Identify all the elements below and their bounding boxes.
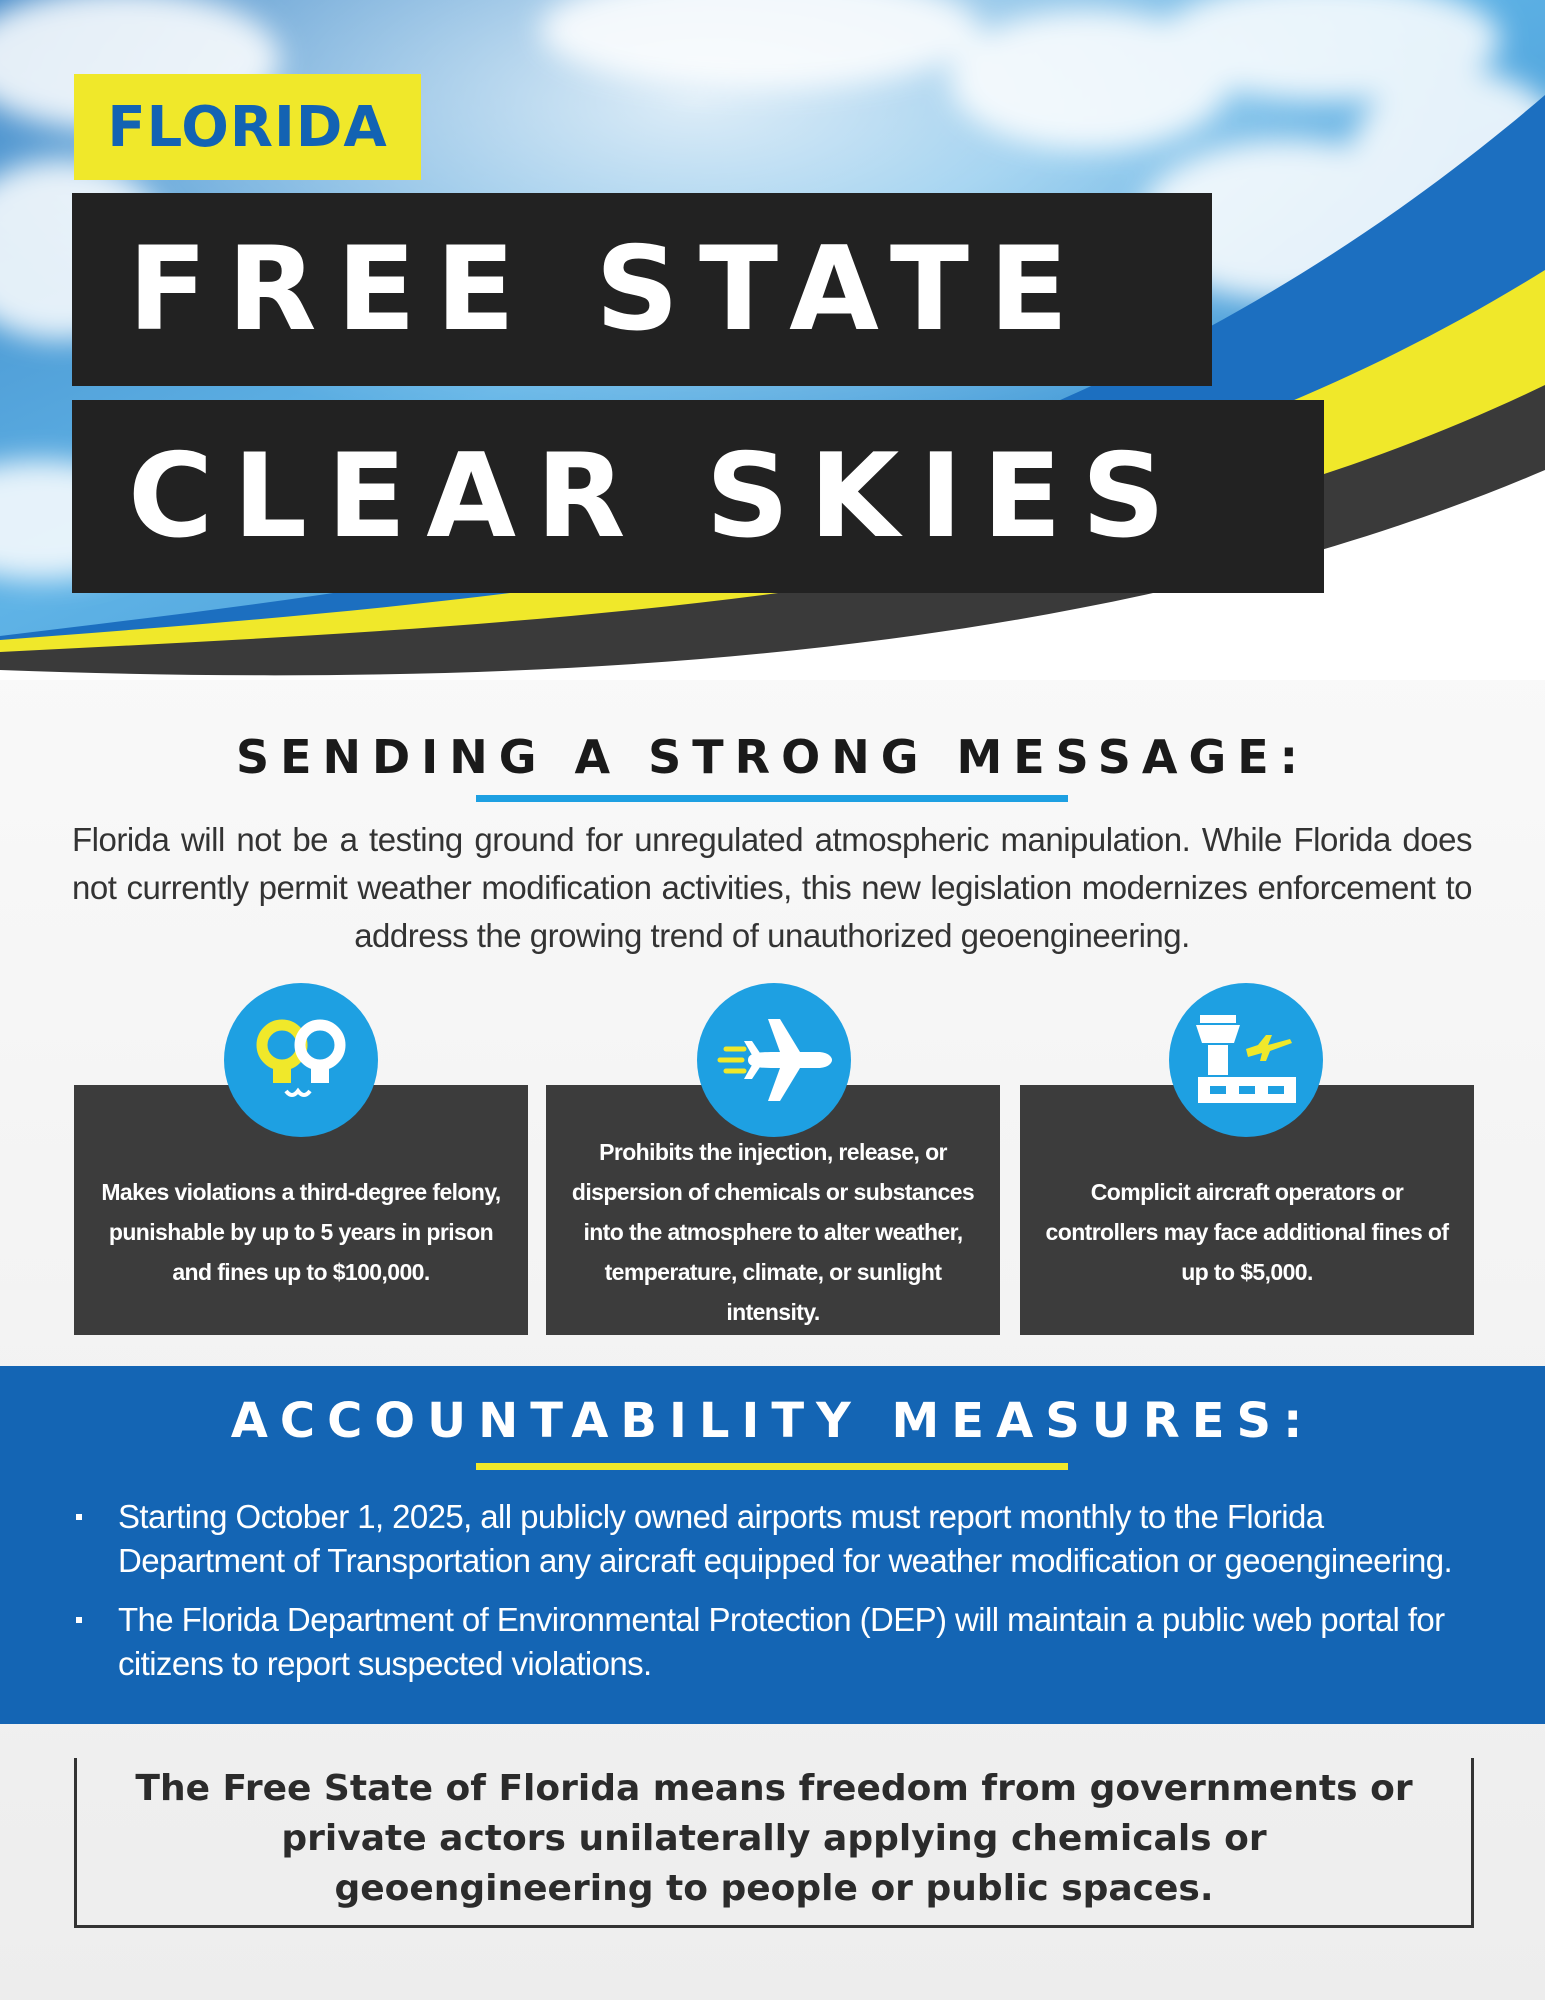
title-line-1: FREE STATE — [72, 193, 1212, 386]
message-heading: SENDING A STRONG MESSAGE: — [235, 730, 1310, 784]
heading-underline — [476, 1463, 1068, 1470]
closing-statement-box — [74, 1758, 1474, 1928]
state-tag: FLORIDA — [74, 74, 421, 180]
title-line-2: CLEAR SKIES — [72, 400, 1324, 593]
card-text: Makes violations a third-degree felony, punishable by up to 5 years in prison and fines up to $100,000. — [101, 1179, 501, 1285]
list-item: The Florida Department of Environmental Protection (DEP) will maintain a public web portal for citizens to report suspected violations. — [74, 1598, 1494, 1686]
intro-paragraph: Florida will not be a testing ground for unregulated atmospheric manipulation. While Florida does not currently permit weather modification activities, this new legislation modernizes enforcement to address the growing trend of unauthorized geoengineering. — [72, 821, 1472, 954]
heading-underline — [476, 795, 1068, 802]
card-text: Prohibits the injection, release, or dispersion of chemicals or substances into the atmosphere to alter weather, temperature, climate, or sunlight intensity. — [571, 1139, 975, 1325]
accountability-list — [74, 1495, 1494, 1701]
accountability-heading: ACCOUNTABILITY MEASURES: — [230, 1393, 1315, 1449]
list-item: Starting October 1, 2025, all publicly owned airports must report monthly to the Florida Department of Transportation any aircraft equipped for weather modification or geoengineering. — [74, 1495, 1494, 1583]
handcuffs-icon — [224, 983, 378, 1137]
airplane-icon — [697, 983, 851, 1137]
hero-banner — [0, 0, 1545, 680]
card-text: Complicit aircraft operators or controllers may face additional fines of up to $5,000. — [1045, 1179, 1449, 1285]
closing-statement: The Free State of Florida means freedom from governments or private actors unilaterally applying chemicals or geoengineering to people or public spaces. — [135, 1768, 1413, 1909]
airport-tower-icon — [1169, 983, 1323, 1137]
